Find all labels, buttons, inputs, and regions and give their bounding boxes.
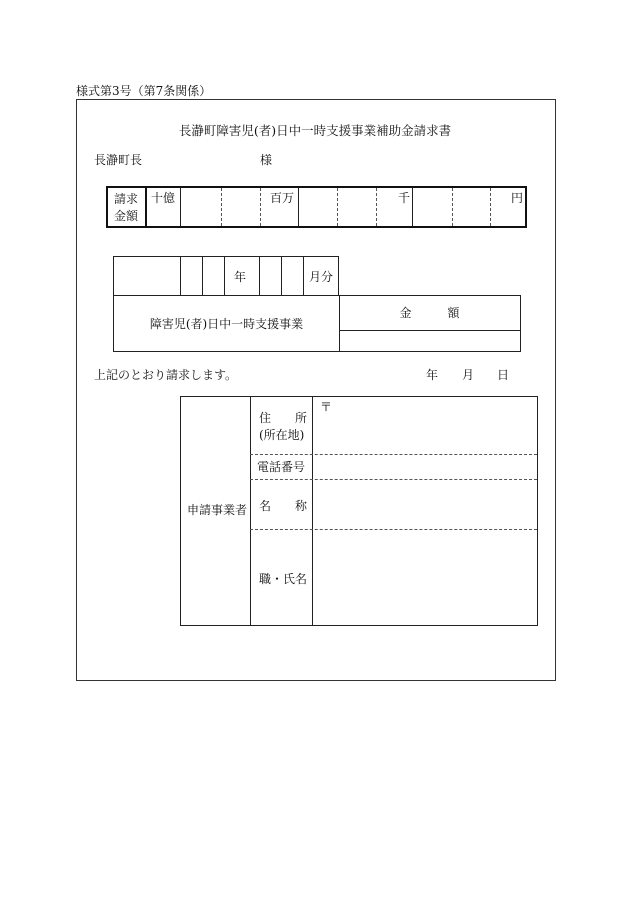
- form-number: 様式第3号（第7条関係）: [76, 84, 212, 98]
- address-sub-label: (所在地): [259, 428, 305, 442]
- month-table: [113, 256, 339, 296]
- unit-thousand: 千: [398, 191, 411, 205]
- form-title: 長瀞町障害児(者)日中一時支援事業補助金請求書: [178, 123, 452, 138]
- month-year-label: 年: [234, 270, 247, 284]
- unit-yen: 円: [511, 191, 524, 205]
- address-label: 住 所: [259, 411, 308, 425]
- applicant-label: 申請事業者: [187, 503, 248, 517]
- amount-label-1: 請求: [114, 192, 139, 206]
- service-name: 障害児(者)日中一時支援事業: [149, 317, 304, 331]
- date-year-label: 年: [426, 368, 439, 382]
- amount-header: 金 額: [399, 306, 460, 320]
- amount-label-2: 金額: [114, 209, 139, 223]
- unit-billion10: 十億: [151, 191, 176, 205]
- position-label: 職・氏名: [259, 572, 308, 586]
- name-label: 名 称: [259, 499, 308, 513]
- date-month-label: 月: [462, 368, 475, 382]
- addressee-name: 長瀞町長: [94, 153, 143, 167]
- phone-label: 電話番号: [257, 460, 306, 474]
- addressee-honorific: 様: [260, 153, 273, 167]
- date-day-label: 日: [497, 368, 510, 382]
- unit-million100: 百万: [270, 191, 295, 205]
- service-table: [113, 295, 521, 352]
- month-month-label: 月分: [309, 270, 334, 284]
- amount-table: [106, 186, 527, 228]
- applicant-table: [180, 396, 538, 626]
- statement-text: 上記のとおり請求します。: [94, 368, 238, 382]
- postal-mark: 〒: [320, 400, 333, 414]
